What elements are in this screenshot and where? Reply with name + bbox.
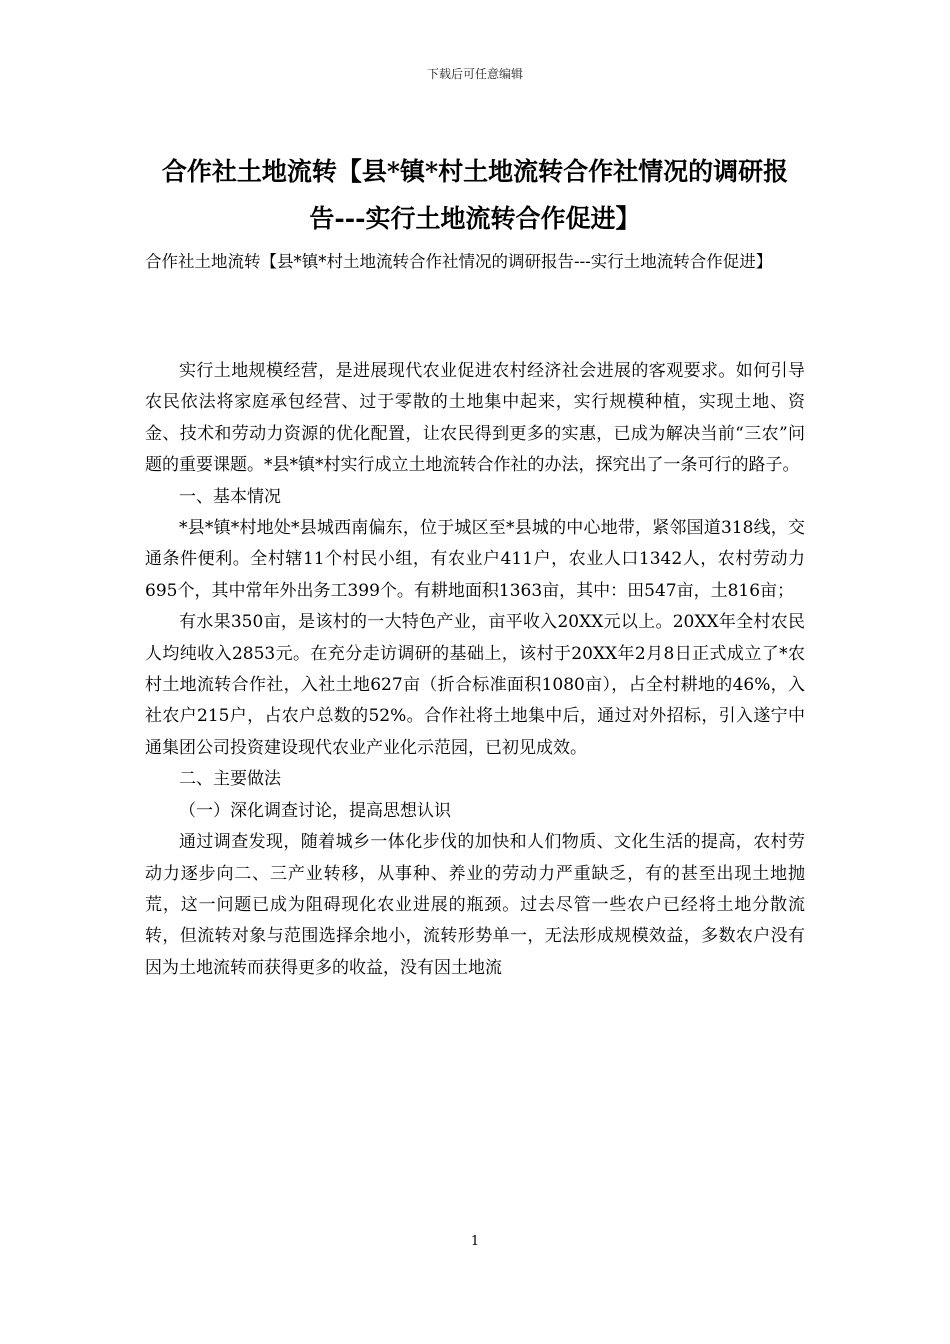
subsection-heading-investigation: （一）深化调查讨论，提高思想认识 — [179, 800, 451, 821]
page-number: 1 — [470, 1234, 480, 1249]
header-note: 下载后可任意编辑 — [426, 67, 523, 81]
section-heading-basic-situation: 一、基本情况 — [179, 486, 281, 507]
paragraph-fruit-and-cooperative: 有水果350亩，是该村的一大特色产业，亩平收入20XX元以上。20XX年全村农民人均纯收入2853元。在充分走访调研的基础上，该村于20XX年2月8日正式成立了*农村土地流转合作社，入社土地627亩（折合标准面积1080亩），占全村耕地的46%，入社农户215户，占农户总数的52%。合作社将土地集中后，通过对外招标，引入遂宁中通集团公司投资建设现代农业产业化示范园，已初见成效。 — [145, 612, 805, 758]
document-body — [145, 356, 805, 984]
paragraph-basic-situation: *县*镇*村地处*县城西南偏东，位于城区至*县城的中心地带，紧邻国道318线，交通条件便利。全村辖11个村民小组，有农业户411户，农业人口1342人，农村劳动力695个，其中常年外出务工399个。有耕地面积1363亩，其中：田547亩，土816亩； — [145, 518, 805, 601]
paragraph-investigation: 通过调查发现，随着城乡一体化步伐的加快和人们物质、文化生活的提高，农村劳动力逐步向二、三产业转移，从事种、养业的劳动力严重缺乏，有的甚至出现土地抛荒，这一问题已成为阻碍现化农业进展的瓶颈。过去尽管一些农户已经将土地分散流转，但流转对象与范围选择余地小，流转形势单一，无法形成规模效益，多数农户没有因为土地流转而获得更多的收益，没有因土地流 — [145, 832, 805, 978]
document-title: 合作社土地流转【县*镇*村土地流转合作社情况的调研报告---实行土地流转合作促进】 — [161, 157, 789, 233]
document-subtitle: 合作社土地流转【县*镇*村土地流转合作社情况的调研报告---实行土地流转合作促进】 — [145, 252, 773, 271]
paragraph-intro: 实行土地规模经营，是进展现代农业促进农村经济社会进展的客观要求。如何引导农民依法将家庭承包经营、过于零散的土地集中起来，实行规模种植，实现土地、资金、技术和劳动力资源的优化配置，让农民得到更多的实惠，已成为解决当前“三农”问题的重要课题。*县*镇*村实行成立土地流转合作社的办法，探究出了一条可行的路子。 — [145, 361, 805, 476]
section-heading-main-practices: 二、主要做法 — [179, 769, 281, 790]
